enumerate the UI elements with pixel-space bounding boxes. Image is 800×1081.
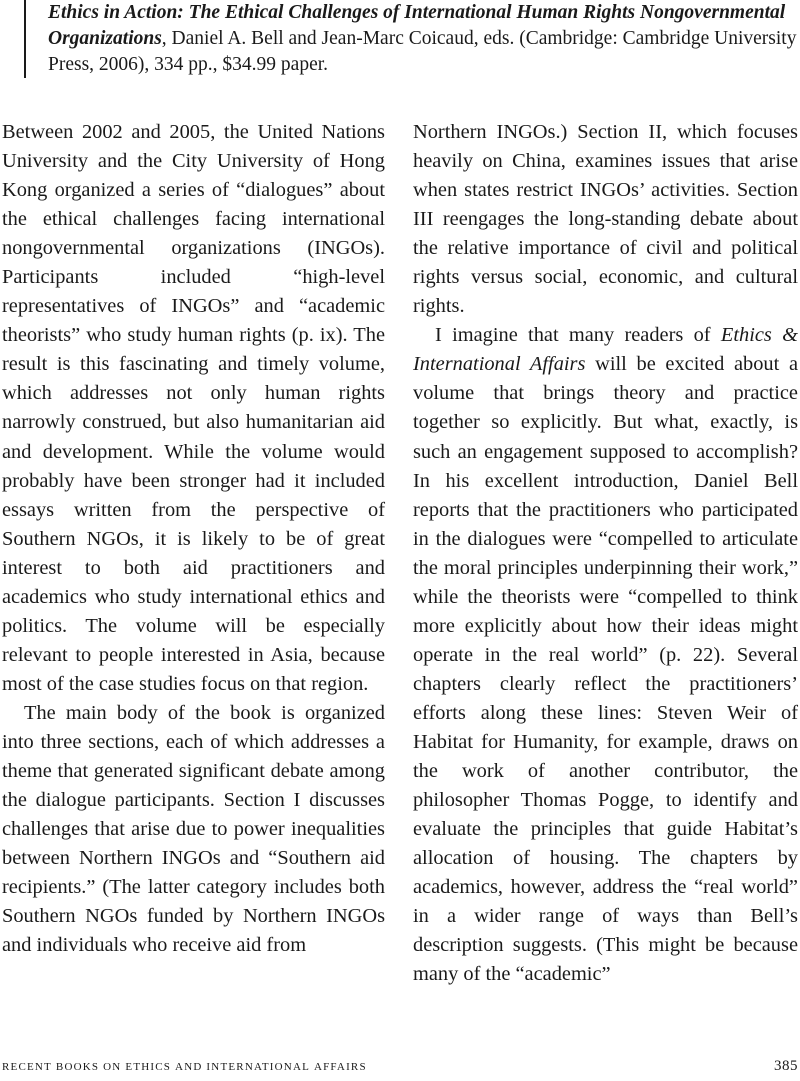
running-head: recent books on ethics and international affairs [2, 1058, 367, 1074]
book-citation-details: , Daniel A. Bell and Jean-Marc Coicaud, eds. (Cambridge: Cambridge University Press, 2006), 334 pp., $34.99 paper. [48, 28, 797, 75]
paragraph-4-lead: I imagine that many readers of [435, 324, 721, 347]
journal-name: Ethics & International Affairs [413, 324, 798, 376]
review-paragraph-1: Between 2002 and 2005, the United Nations University and the City University of Hong Kong organized a series of “dialogues” about the ethical challenges facing international nongovernmental organizations (INGOs). Participants included “high-level representatives of INGOs” and “academic theorists” who study human rights (p. ix). The result is this fascinating and timely volume, which addresses not only human rights narrowly construed, but also humanitarian aid and development. While the volume would probably have been stronger had it included essays written from the perspective of Southern NGOs, it is likely to be of great interest to both aid practitioners and academics who study international ethics and politics. The volume will be especially relevant to people interested in Asia, because most of the case studies focus on that region. [2, 121, 385, 695]
right-column [413, 118, 798, 989]
review-paragraph-4 [413, 321, 798, 989]
page-footer [2, 1058, 798, 1075]
book-citation-header [24, 0, 800, 78]
page-number: 385 [774, 1058, 798, 1074]
review-paragraph-2: The main body of the book is organized into three sections, each of which addresses a theme that generated significant debate among the dialogue participants. Section I discusses challenges that arise due to power inequalities between Northern INGOs and “Southern aid recipients.” (The latter category includes both Southern NGOs funded by Northern INGOs and individuals who receive aid from [2, 701, 385, 957]
review-paragraph-3: Northern INGOs.) Section II, which focuses heavily on China, examines issues that arise when states restrict INGOs’ activities. Section III reengages the long-standing debate about the relative importance of civil and political rights versus social, economic, and cultural rights. [413, 121, 798, 318]
left-column [2, 118, 385, 960]
paragraph-4-body: will be excited about a volume that brings theory and practice together so explicitly. But what, exactly, is such an engagement supposed to accomplish? In his excellent introduction, Daniel Bell reports that the practitioners who participated in the dialogues were “compelled to articulate the moral principles underpinning their work,” while the theorists were “compelled to think more explicitly about how their ideas might operate in the real world” (p. 22). Several chapters clearly reflect the practitioners’ efforts along these lines: Steven Weir of Habitat for Humanity, for example, draws on the work of another contributor, the philosopher Thomas Pogge, to identify and evaluate the principles that guide Habitat’s allocation of housing. The chapters by academics, however, address the “real world” in a wider range of ways than Bell’s description suggests. (This might be because many of the “academic” [413, 353, 798, 986]
book-title: Ethics in Action: The Ethical Challenges of International Human Rights Nongovernmental Organizations [48, 2, 786, 49]
